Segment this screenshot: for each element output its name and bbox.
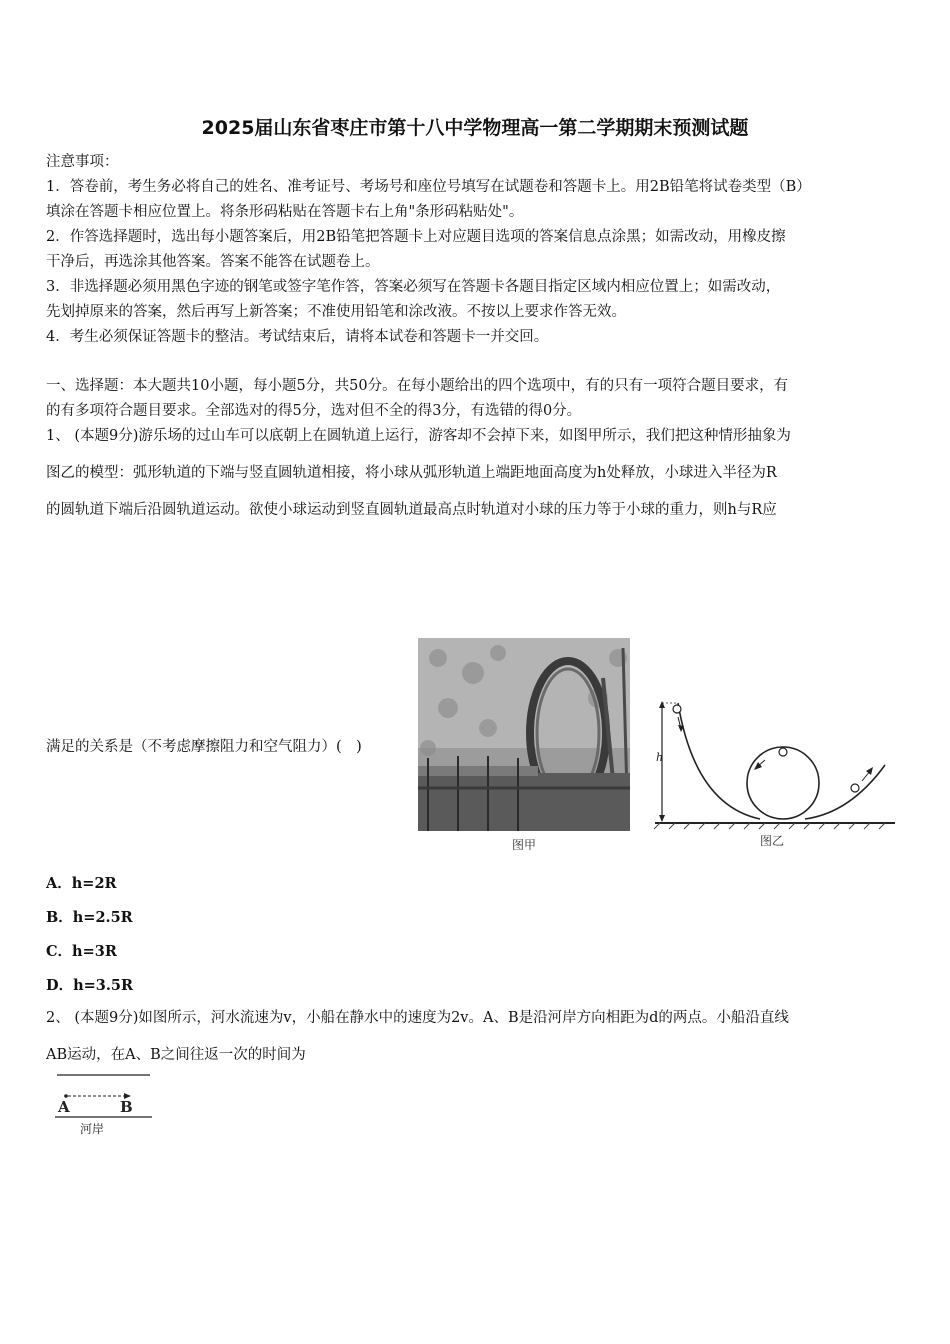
question-1-tail: 满足的关系是（不考虑摩擦阻力和空气阻力）( ) <box>46 739 362 755</box>
river-bank-diagram <box>52 1070 162 1140</box>
svg-text:h: h <box>656 751 664 764</box>
point-b-label: B <box>120 1098 133 1116</box>
figure-b-caption: 图乙 <box>760 834 785 848</box>
point-a-label: A <box>58 1098 70 1116</box>
question-2-text: AB运动，在A、B之间往返一次的时间为 <box>46 1047 306 1063</box>
roller-coaster-photo <box>418 638 630 831</box>
notice-line: 3．非选择题必须用黑色字迹的钢笔或签字笔作答，答案必须写在答题卡各题目指定区域内相应位置上；如需改动， <box>46 279 781 295</box>
river-bank-label: 河岸 <box>80 1122 105 1136</box>
option-d: D．h=3.5R <box>46 977 134 994</box>
option-b: B．h=2.5R <box>46 909 133 926</box>
notice-line: 1．答卷前，考生务必将自己的姓名、准考证号、考场号和座位号填写在试题卷和答题卡上。用2B铅笔将试卷类型（B） <box>46 179 811 195</box>
option-a: A．h=2R <box>46 875 117 892</box>
option-c: C．h=3R <box>46 943 117 960</box>
section-intro: 的有多项符合题目要求。全部选对的得5分，选对但不全的得3分，有选错的得0分。 <box>46 403 582 419</box>
notice-heading: 注意事项： <box>46 154 119 170</box>
notice-line: 2．作答选择题时，选出每小题答案后，用2B铅笔把答题卡上对应题目选项的答案信息点涂黑；如需改动，用橡皮擦 <box>46 229 786 245</box>
notice-line: 填涂在答题卡相应位置上。将条形码粘贴在答题卡右上角"条形码粘贴处"。 <box>46 204 524 220</box>
notice-line: 4．考生必须保证答题卡的整洁。考试结束后，请将本试卷和答题卡一并交回。 <box>46 329 549 345</box>
figure-a-caption: 图甲 <box>512 838 537 852</box>
loop-track-diagram <box>650 695 900 830</box>
section-intro: 一、选择题：本大题共10小题，每小题5分，共50分。在每小题给出的四个选项中，有的只有一项符合题目要求，有 <box>46 378 789 394</box>
question-2-text: 2、 (本题9分)如图所示，河水流速为v，小船在静水中的速度为2v。A、B是沿河岸方向相距为d的两点。小船沿直线 <box>46 1010 789 1026</box>
question-1-text: 1、 (本题9分)游乐场的过山车可以底朝上在圆轨道上运行，游客却不会掉下来，如图甲所示，我们把这种情形抽象为 <box>46 428 791 444</box>
notice-line: 先划掉原来的答案，然后再写上新答案；不准使用铅笔和涂改液。不按以上要求作答无效。 <box>46 304 626 320</box>
question-1-text: 图乙的模型：弧形轨道的下端与竖直圆轨道相接，将小球从弧形轨道上端距地面高度为h处释放，小球进入半径为R <box>46 465 777 481</box>
question-1-text: 的圆轨道下端后沿圆轨道运动。欲使小球运动到竖直圆轨道最高点时轨道对小球的压力等于小球的重力，则h与R应 <box>46 502 777 518</box>
notice-line: 干净后，再选涂其他答案。答案不能答在试题卷上。 <box>46 254 380 270</box>
page-title: 2025届山东省枣庄市第十八中学物理高一第二学期期末预测试题 <box>201 117 749 139</box>
